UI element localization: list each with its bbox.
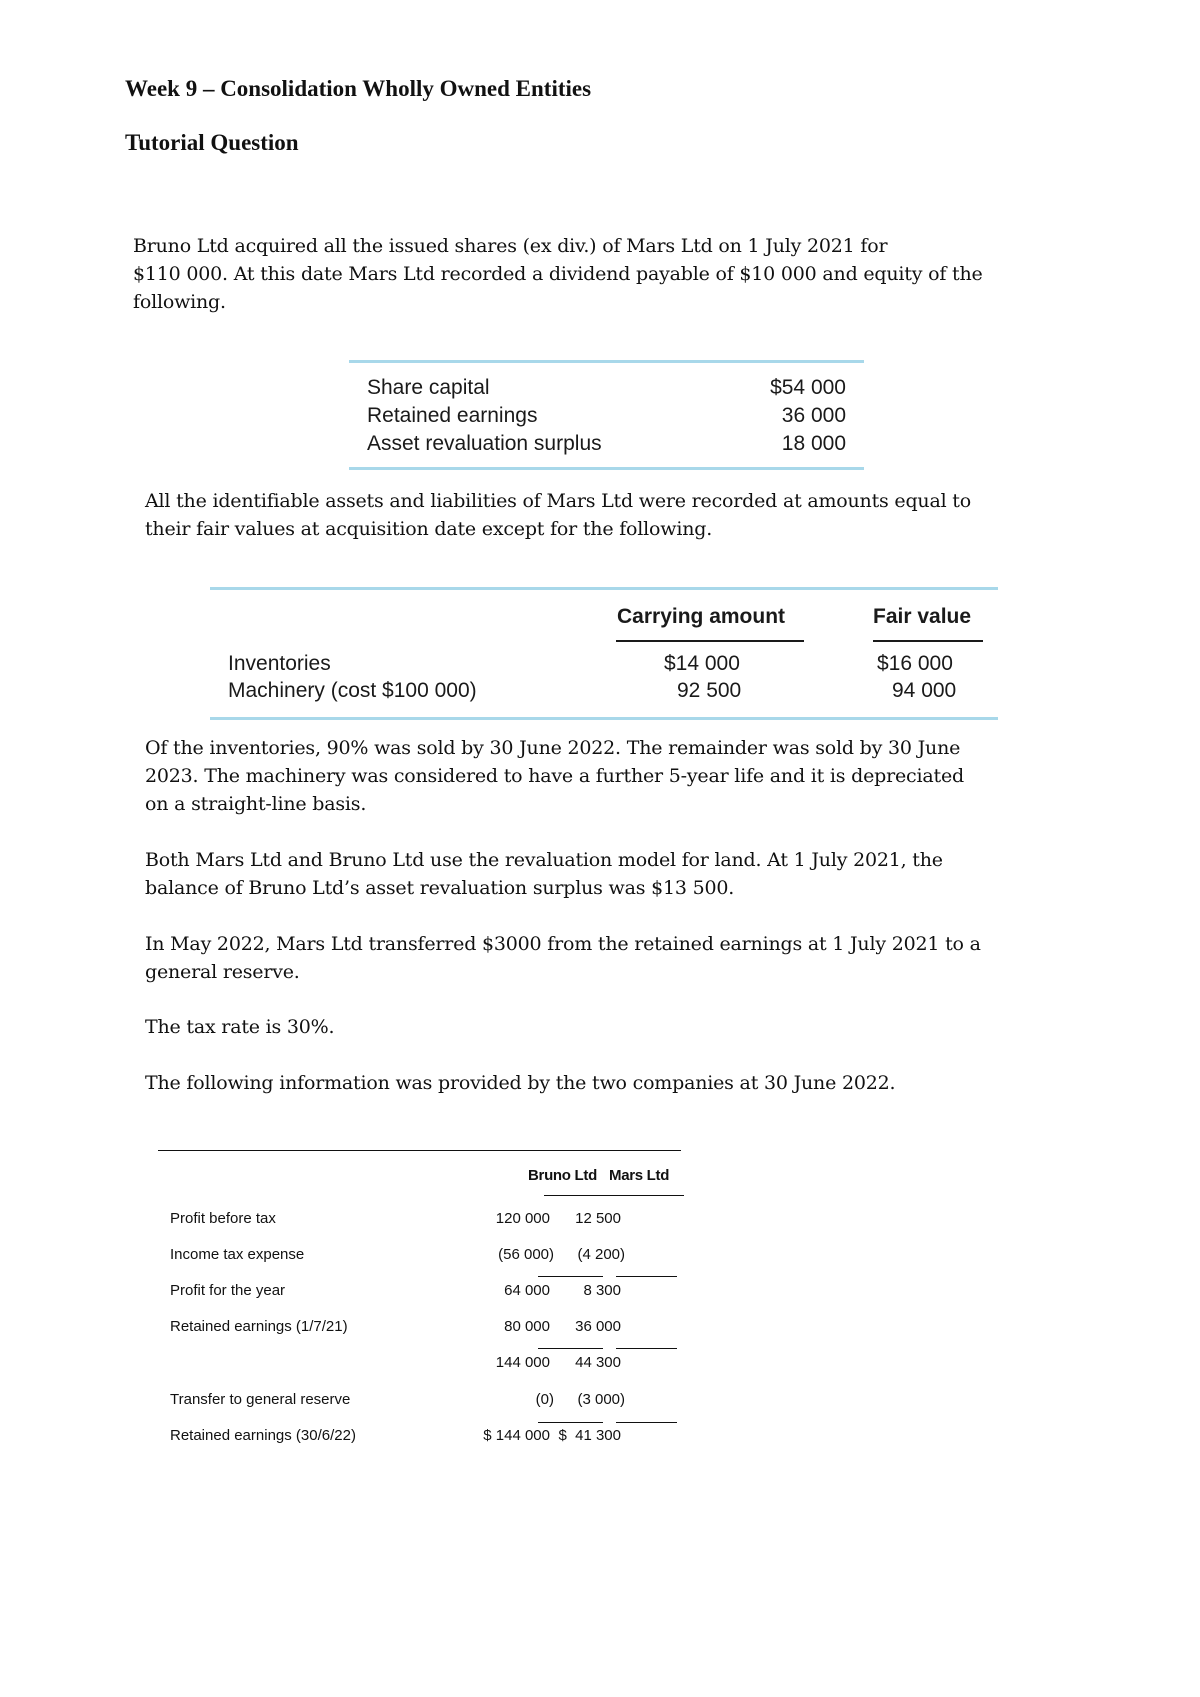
equity-label: Share capital [367, 376, 490, 399]
row-label: Retained earnings (1/7/21) [170, 1318, 348, 1335]
row-label: Profit before tax [170, 1210, 276, 1227]
info-line: The following information was provided by the two companies at 30 June 2022. [145, 1072, 896, 1094]
row-bruno-value: (56 000) [498, 1246, 554, 1263]
inventories-line-2: 2023. The machinery was considered to have a further 5-year life and it is depreciated [145, 765, 964, 787]
fair-header-underline [873, 640, 983, 642]
equity-label: Retained earnings [367, 404, 538, 427]
total-rule-bruno [538, 1422, 603, 1423]
row-mars-value: 36 000 [575, 1318, 621, 1335]
inventories-paragraph [145, 734, 964, 818]
fv-row-carrying: 92 500 [677, 679, 742, 702]
row-mars-value: 8 300 [583, 1282, 621, 1299]
bruno-header: Bruno Ltd [528, 1167, 597, 1184]
row-label: Profit for the year [170, 1282, 286, 1299]
reserve-line-1: In May 2022, Mars Ltd transferred $3000 from the retained earnings at 1 July 2021 to a [145, 933, 981, 955]
info-paragraph [145, 1069, 895, 1097]
fv-row-label: Machinery (cost $100 000) [228, 679, 477, 702]
table-top-rule [158, 1150, 681, 1151]
row-bruno-value: 120 000 [495, 1210, 550, 1227]
subtotal-rule-mars [616, 1276, 677, 1277]
reserve-line-2: general reserve. [145, 961, 300, 983]
fv-row-fair: $16 000 [877, 652, 953, 675]
equity-row [349, 402, 864, 430]
revaluation-line-1: Both Mars Ltd and Bruno Ltd use the revaluation model for land. At 1 July 2021, the [145, 849, 943, 871]
fv-row-label: Inventories [228, 652, 331, 675]
row-mars-value: (4 200) [577, 1246, 625, 1263]
page-title: Week 9 – Consolidation Wholly Owned Entities [125, 76, 592, 101]
equity-value: 36 000 [781, 404, 846, 427]
fv-row-carrying: $14 000 [664, 652, 740, 675]
subtotal-mars-value: 44 300 [575, 1354, 621, 1371]
tax-line: The tax rate is 30%. [145, 1016, 335, 1038]
tax-paragraph [145, 1013, 334, 1041]
revaluation-paragraph [145, 846, 943, 902]
reserve-paragraph [145, 930, 981, 986]
fair-value-intro-line-2: their fair values at acquisition date except for the following. [145, 518, 713, 540]
carrying-header-underline [616, 640, 804, 642]
equity-value: $54 000 [770, 376, 846, 399]
subtotal-rule-bruno [538, 1276, 603, 1277]
subtotal-bruno-value: 144 000 [495, 1354, 550, 1371]
fv-row-fair: 94 000 [892, 679, 957, 702]
inventories-line-3: on a straight-line basis. [145, 793, 367, 815]
equity-table [349, 360, 864, 470]
fair-value-header: Fair value [873, 605, 972, 628]
page-subtitle: Tutorial Question [125, 130, 299, 155]
equity-row [349, 430, 864, 458]
row-bruno-value: 80 000 [504, 1318, 550, 1335]
row-label: Income tax expense [170, 1246, 305, 1263]
row-mars-value: (3 000) [577, 1391, 625, 1408]
header-underline [544, 1195, 684, 1196]
revaluation-line-2: balance of Bruno Ltd’s asset revaluation surplus was $13 500. [145, 877, 735, 899]
fair-value-intro [145, 487, 971, 543]
row-label: Retained earnings (30/6/22) [170, 1427, 356, 1444]
intro-line-2: $110 000. At this date Mars Ltd recorded a dividend payable of $10 000 and equity of the [133, 263, 983, 285]
subtotal-rule-mars [616, 1348, 677, 1349]
mars-header: Mars Ltd [609, 1167, 670, 1184]
carrying-amount-header: Carrying amount [617, 605, 786, 628]
intro-line-1: Bruno Ltd acquired all the issued shares (ex div.) of Mars Ltd on 1 July 2021 for [133, 235, 888, 257]
fair-value-table [210, 587, 998, 720]
intro-line-3: following. [133, 291, 226, 313]
subtotal-rule-bruno [538, 1348, 603, 1349]
row-label: Transfer to general reserve [170, 1391, 351, 1408]
total-rule-mars [616, 1422, 677, 1423]
row-bruno-value: 64 000 [504, 1282, 550, 1299]
equity-row [349, 374, 864, 402]
row-mars-value: $ 41 300 [558, 1427, 621, 1444]
financial-table [158, 1150, 683, 1450]
row-mars-value: 12 500 [575, 1210, 621, 1227]
row-bruno-value: (0) [535, 1391, 554, 1408]
row-bruno-value: $ 144 000 [483, 1427, 550, 1444]
equity-value: 18 000 [781, 432, 846, 455]
intro-paragraph [133, 232, 983, 316]
inventories-line-1: Of the inventories, 90% was sold by 30 June 2022. The remainder was sold by 30 June [145, 737, 961, 759]
fair-value-intro-line-1: All the identifiable assets and liabilities of Mars Ltd were recorded at amounts equal to [145, 490, 971, 512]
equity-label: Asset revaluation surplus [367, 432, 602, 455]
